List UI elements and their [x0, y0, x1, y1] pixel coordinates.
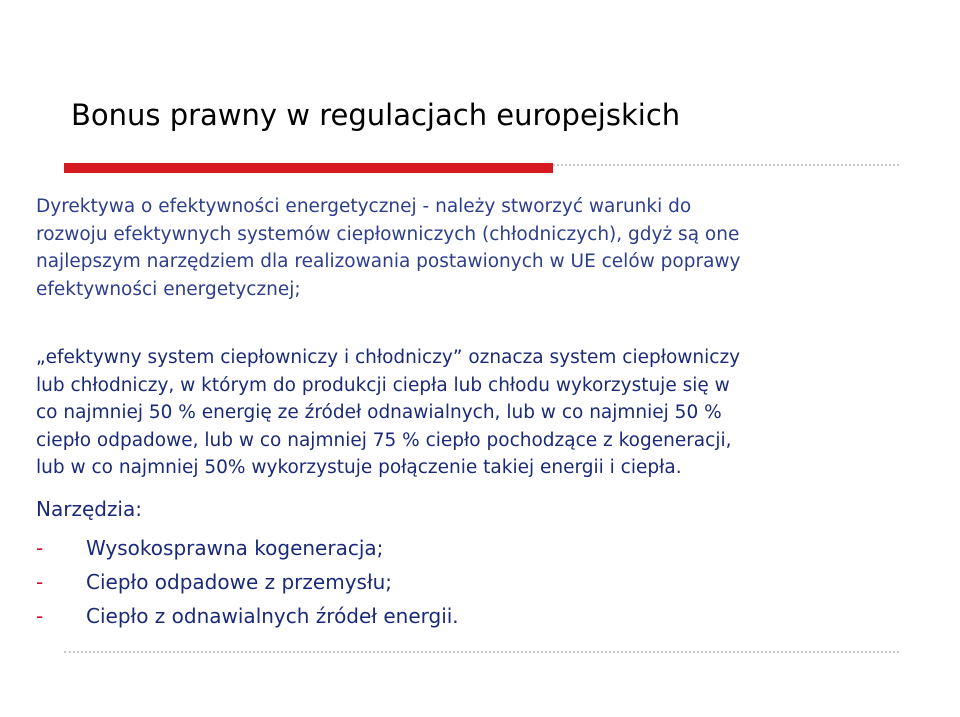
dash-bullet: -	[36, 536, 44, 560]
paragraph-line: efektywności energetycznej;	[36, 278, 301, 300]
paragraph-line: rozwoju efektywnych systemów ciepłowniczych (chłodniczych), gdyż są one	[36, 223, 740, 245]
definition-paragraph	[36, 344, 946, 482]
list-item	[36, 531, 459, 565]
paragraph-line: ciepło odpadowe, lub w co najmniej 75 % ciepło pochodzące z kogeneracji,	[36, 429, 732, 451]
title-accent-bar	[64, 163, 553, 173]
title-divider-line	[553, 164, 899, 166]
paragraph-line: lub chłodniczy, w którym do produkcji ciepła lub chłodu wykorzystuje się w	[36, 374, 730, 396]
tools-heading: Narzędzia:	[36, 497, 142, 521]
footer-divider-line	[64, 651, 899, 653]
dash-bullet: -	[36, 604, 44, 628]
dash-bullet: -	[36, 570, 44, 594]
list-item-label: Ciepło odpadowe z przemysłu;	[86, 570, 393, 594]
paragraph-line: „efektywny system ciepłowniczy i chłodniczy” oznacza system ciepłowniczy	[36, 347, 741, 368]
list-item	[36, 565, 459, 599]
directive-paragraph	[36, 193, 926, 303]
list-item-label: Wysokosprawna kogeneracja;	[86, 536, 384, 560]
paragraph-line: Dyrektywa o efektywności energetycznej - należy stworzyć warunki do	[36, 196, 692, 217]
paragraph-line: lub w co najmniej 50% wykorzystuje połączenie takiej energii i ciepła.	[36, 457, 682, 478]
list-item	[36, 599, 459, 633]
slide-title: Bonus prawny w regulacjach europejskich	[71, 98, 681, 132]
paragraph-line: najlepszym narzędziem dla realizowania postawionych w UE celów poprawy	[36, 251, 741, 272]
list-item-label: Ciepło z odnawialnych źródeł energii.	[86, 604, 459, 628]
tools-list	[36, 531, 459, 633]
paragraph-line: co najmniej 50 % energię ze źródeł odnawialnych, lub w co najmniej 50 %	[36, 402, 722, 423]
